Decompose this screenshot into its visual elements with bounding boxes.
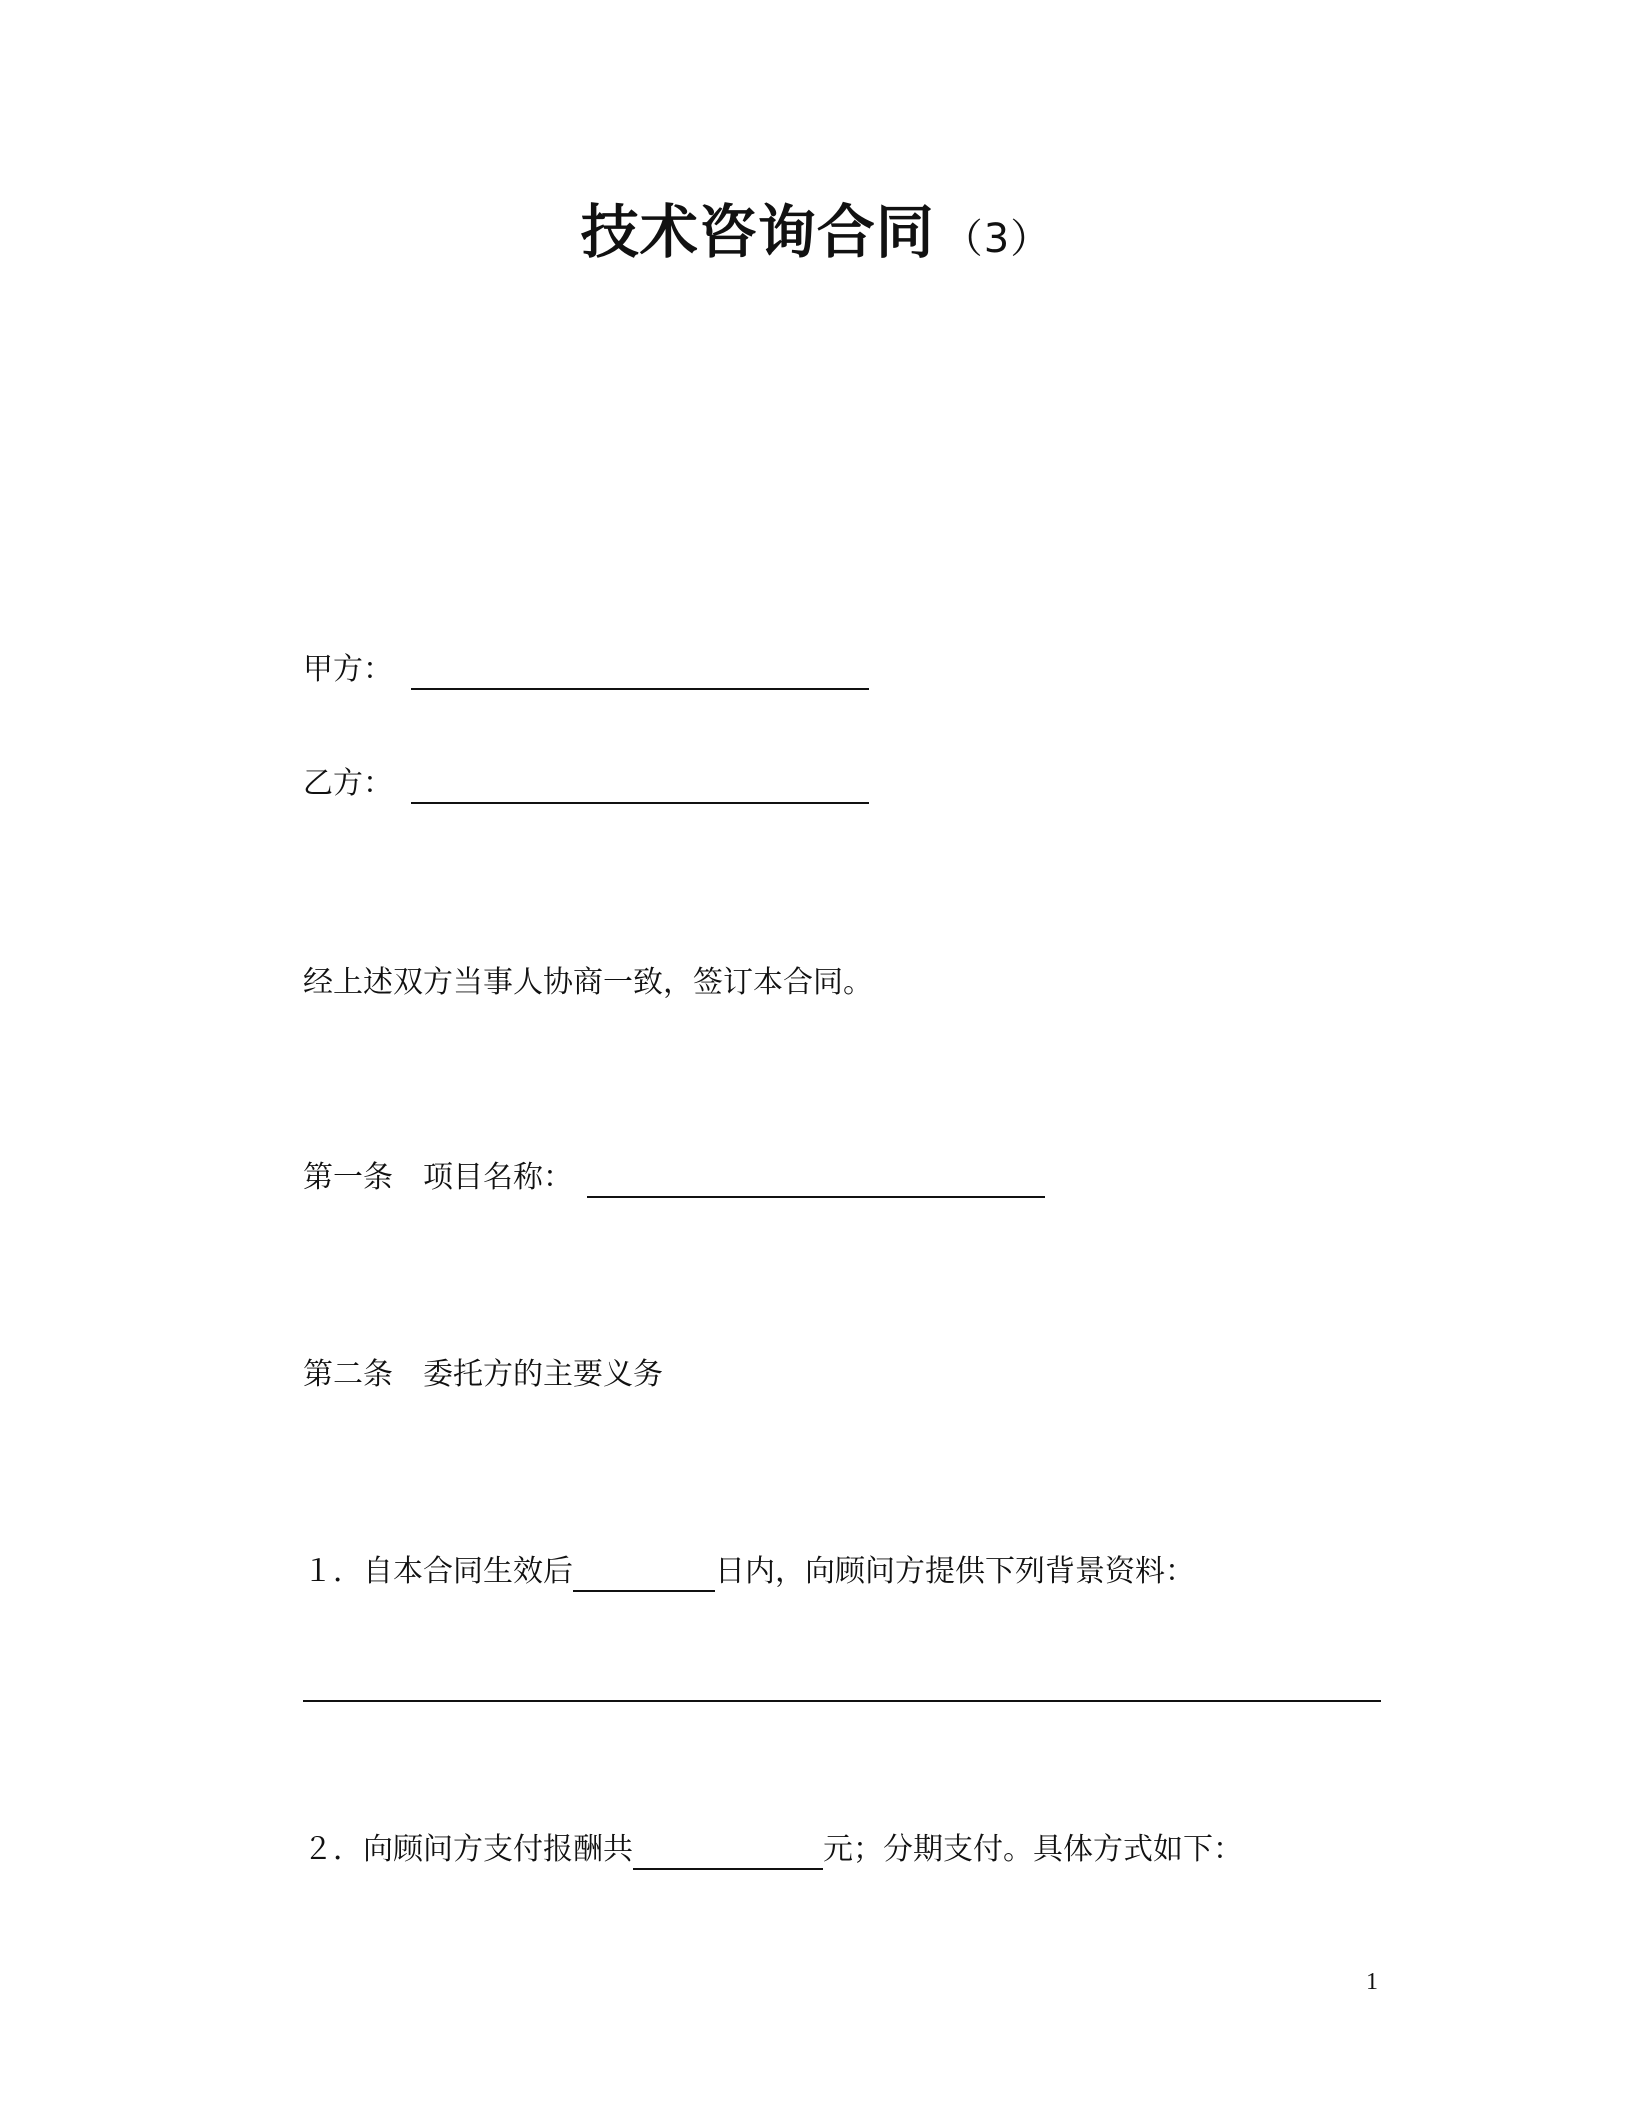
- title-text: 技术咨询合同: [580, 198, 935, 266]
- party-a-blank[interactable]: [411, 652, 869, 690]
- payment-amount-blank[interactable]: [633, 1832, 823, 1870]
- party-b-row: [303, 764, 869, 804]
- clause-2: [303, 1830, 1243, 1870]
- page-title: [0, 196, 1632, 275]
- title-suffix: （3）: [942, 216, 1052, 262]
- agreement-statement: [303, 963, 873, 1003]
- article-2: [303, 1355, 663, 1395]
- background-materials-blank[interactable]: [303, 1700, 1381, 1702]
- article-1-number: 第一条: [303, 1160, 393, 1195]
- clause-1-suffix: 日内，向顾问方提供下列背景资料：: [715, 1554, 1195, 1589]
- party-b-blank[interactable]: [411, 766, 869, 804]
- article-1-label: 项目名称：: [423, 1160, 573, 1195]
- clause-1-prefix: １．自本合同生效后: [303, 1554, 573, 1589]
- clause-2-suffix: 元；分期支付。具体方式如下：: [823, 1832, 1243, 1867]
- party-a-label: 甲方：: [303, 652, 393, 687]
- page-number: 1: [1366, 1969, 1378, 1995]
- days-blank[interactable]: [573, 1554, 715, 1592]
- party-a-row: [303, 650, 869, 690]
- article-1: [303, 1158, 1045, 1198]
- project-name-blank[interactable]: [587, 1160, 1045, 1198]
- article-2-label: 委托方的主要义务: [423, 1357, 663, 1392]
- clause-1: [303, 1552, 1195, 1592]
- agreement-text: 经上述双方当事人协商一致，签订本合同。: [303, 965, 873, 1000]
- article-2-number: 第二条: [303, 1357, 393, 1392]
- party-b-label: 乙方：: [303, 766, 393, 801]
- clause-2-prefix: ２．向顾问方支付报酬共: [303, 1832, 633, 1867]
